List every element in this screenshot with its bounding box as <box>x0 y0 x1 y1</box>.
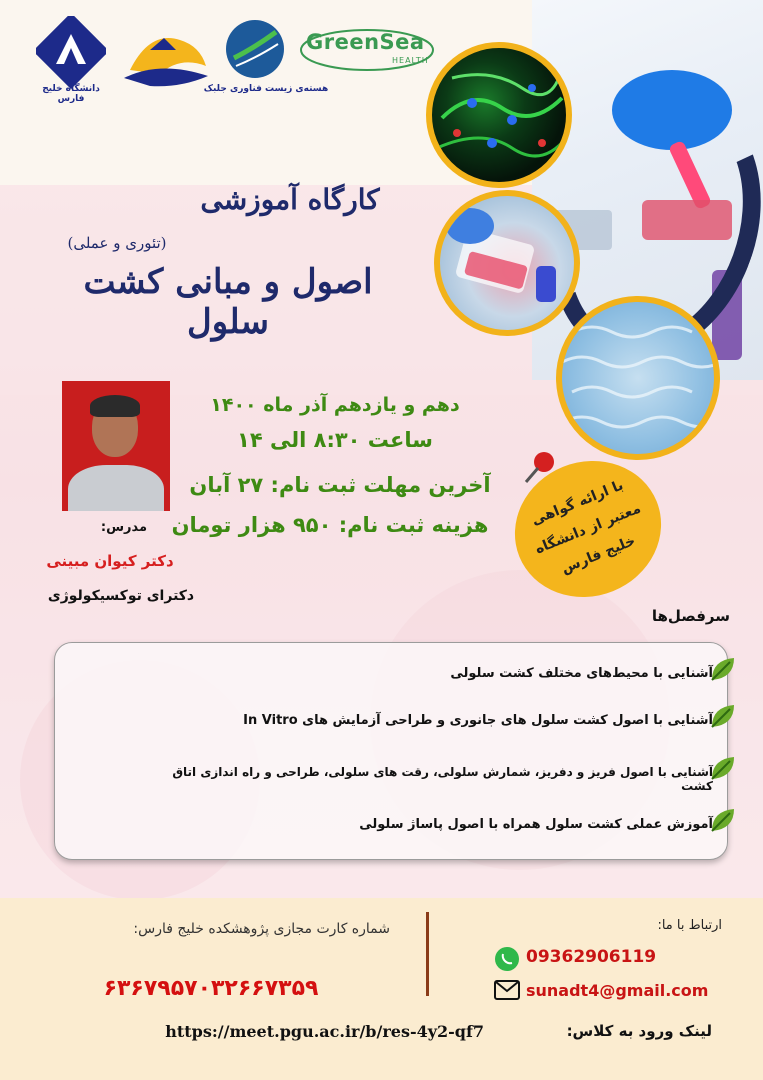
pushpin-icon <box>520 448 560 488</box>
contact-phone[interactable]: 09362906119 <box>526 947 657 967</box>
topics-heading: سرفصل‌ها <box>651 607 730 625</box>
workshop-dates: دهم و یازدهم آذر ماه ۱۴۰۰ <box>210 394 460 416</box>
email-icon <box>494 980 520 1000</box>
greensea-subtitle: HEALTH <box>392 56 429 65</box>
card-number: ۶۳۶۷۹۵۷۰۳۲۶۶۷۳۵۹ <box>103 976 319 1001</box>
biotech-core-name: هسته‌ی زیست فناوری جلبک <box>203 84 329 94</box>
culture-flask-image <box>434 190 580 336</box>
registration-fee: هزینه ثبت نام: ۹۵۰ هزار تومان <box>171 513 489 537</box>
instructor-photo <box>62 381 170 511</box>
workshop-heading: کارگاه آموزشی <box>200 183 380 216</box>
registration-deadline: آخرین مهلت ثبت نام: ۲۷ آبان <box>189 473 491 497</box>
contact-label: ارتباط با ما: <box>657 918 722 933</box>
workshop-type: (تئوری و عملی) <box>67 234 167 252</box>
instructor-label: مدرس: <box>100 520 148 535</box>
class-link[interactable]: https://meet.pgu.ac.ir/b/res-4y2-qf7 <box>165 1022 484 1041</box>
greensea-wordmark: GreenSea <box>306 30 425 54</box>
whatsapp-icon <box>494 946 520 972</box>
science-park-logo-icon <box>120 20 212 92</box>
microscope-cells-image <box>556 296 720 460</box>
card-label: شماره کارت مجازی پژوهشکده خلیج فارس: <box>133 921 390 937</box>
topic-item: آشنایی با اصول فریز و دفریز، شمارش سلولی، رقت های سلولی، طراحی و راه اندازی اتاق کشت <box>172 765 713 793</box>
biotech-core-logo-icon <box>224 18 286 80</box>
cell-fluorescence-image <box>426 42 572 188</box>
workshop-title: اصول و مبانی کشت سلول <box>83 262 373 342</box>
topic-item: آشنایی با محیط‌های مختلف کشت سلولی <box>450 666 713 681</box>
certificate-badge-text: با ارائه گواهی معتبر از دانشگاه خلیج فارس <box>529 477 644 578</box>
contact-email[interactable]: sunadt4@gmail.com <box>526 981 709 1000</box>
topic-item: آشنایی با اصول کشت سلول های جانوری و طراحی آزمایش های In Vitro <box>243 713 713 728</box>
class-link-label: لینک ورود به کلاس: <box>566 1022 712 1040</box>
footer-divider <box>426 912 429 996</box>
instructor-name: دکتر کیوان مبینی <box>46 552 174 570</box>
topic-item: آموزش عملی کشت سلول همراه با اصول پاساژ سلولی <box>359 817 713 832</box>
instructor-degree: دکترای توکسیکولوژی <box>47 588 195 604</box>
workshop-time: ساعت ۸:۳۰ الی ۱۴ <box>237 428 433 452</box>
university-name: دانشگاه خلیج فارس <box>42 84 100 104</box>
